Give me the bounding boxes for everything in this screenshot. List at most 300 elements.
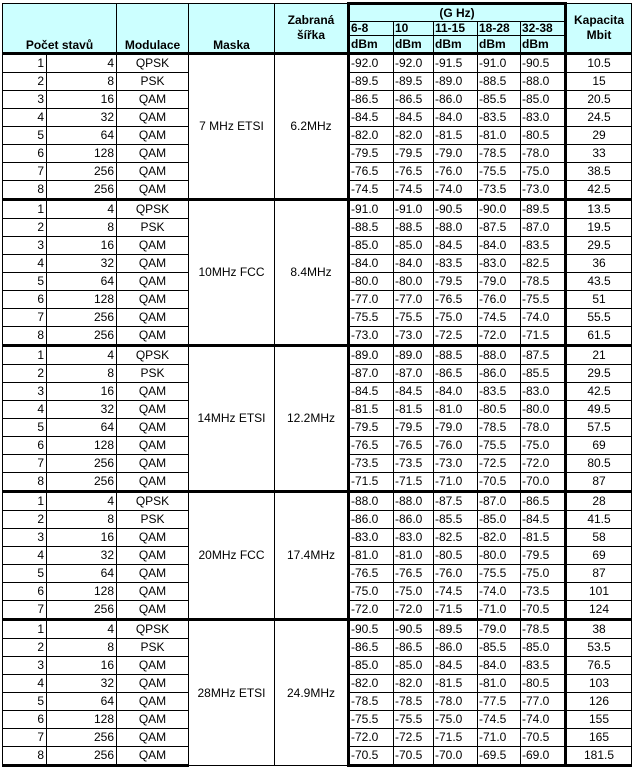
row-index-cell: 2: [3, 639, 47, 657]
sensitivity-cell: -79.5: [394, 419, 434, 437]
unit-header: dBm: [394, 36, 434, 54]
sensitivity-cell: -83.5: [521, 657, 566, 675]
sensitivity-cell: -72.0: [521, 455, 566, 473]
modulation-cell: PSK: [117, 511, 189, 529]
capacity-cell: 10.5: [566, 54, 632, 73]
states-cell: 128: [47, 291, 117, 309]
mask-cell: 7 MHz ETSI: [189, 54, 275, 200]
states-cell: 4: [47, 620, 117, 639]
sensitivity-cell: -87.5: [478, 219, 521, 237]
sensitivity-cell: -89.5: [434, 620, 478, 639]
sensitivity-cell: -83.5: [434, 255, 478, 273]
unit-header: dBm: [434, 36, 478, 54]
modulation-cell: QAM: [117, 437, 189, 455]
row-index-cell: 7: [3, 163, 47, 181]
sensitivity-cell: -89.0: [394, 346, 434, 365]
sensitivity-cell: -85.5: [521, 365, 566, 383]
row-index-cell: 4: [3, 675, 47, 693]
row-index-cell: 1: [3, 54, 47, 73]
modulation-cell: QAM: [117, 601, 189, 620]
sensitivity-cell: -75.0: [349, 583, 394, 601]
modulation-cell: QAM: [117, 145, 189, 163]
col-header-kapacita-line2: Mbit: [586, 28, 612, 42]
capacity-cell: 61.5: [566, 327, 632, 346]
modulation-cell: QAM: [117, 383, 189, 401]
sensitivity-cell: -89.5: [349, 73, 394, 91]
sensitivity-cell: -80.0: [521, 401, 566, 419]
sensitivity-cell: -76.5: [349, 437, 394, 455]
sensitivity-cell: -75.0: [521, 163, 566, 181]
sensitivity-cell: -87.0: [349, 365, 394, 383]
modulation-cell: QPSK: [117, 620, 189, 639]
sensitivity-cell: -84.0: [349, 255, 394, 273]
table-row: [3, 200, 632, 219]
sensitivity-cell: -74.0: [521, 711, 566, 729]
states-cell: 256: [47, 601, 117, 620]
sensitivity-cell: -74.5: [478, 711, 521, 729]
modulation-cell: QAM: [117, 711, 189, 729]
sensitivity-cell: -73.0: [434, 455, 478, 473]
sensitivity-cell: -74.5: [478, 309, 521, 327]
sensitivity-cell: -75.0: [521, 565, 566, 583]
col-header-modulace: Modulace: [117, 4, 189, 54]
capacity-cell: 49.5: [566, 401, 632, 419]
states-cell: 256: [47, 747, 117, 766]
sensitivity-cell: -72.5: [394, 729, 434, 747]
col-header-pocet-stavu: Počet stavů: [3, 4, 117, 54]
modulation-cell: QAM: [117, 401, 189, 419]
unit-header: dBm: [521, 36, 566, 54]
col-header-kapacita: [566, 4, 632, 54]
states-cell: 256: [47, 327, 117, 346]
row-index-cell: 6: [3, 145, 47, 163]
row-index-cell: 1: [3, 200, 47, 219]
sensitivity-cell: -76.0: [478, 291, 521, 309]
sensitivity-cell: -70.5: [349, 747, 394, 766]
sensitivity-cell: -85.5: [434, 511, 478, 529]
modulation-cell: PSK: [117, 219, 189, 237]
sensitivity-cell: -84.0: [394, 255, 434, 273]
capacity-cell: 69: [566, 547, 632, 565]
row-index-cell: 3: [3, 237, 47, 255]
row-index-cell: 4: [3, 109, 47, 127]
sensitivity-cell: -72.5: [434, 327, 478, 346]
col-header-maska: Maska: [189, 4, 275, 54]
row-index-cell: 7: [3, 601, 47, 620]
capacity-cell: 126: [566, 693, 632, 711]
row-index-cell: 5: [3, 273, 47, 291]
states-cell: 8: [47, 219, 117, 237]
sensitivity-cell: -88.5: [434, 346, 478, 365]
row-index-cell: 7: [3, 729, 47, 747]
sensitivity-cell: -88.0: [434, 219, 478, 237]
modulation-cell: QAM: [117, 237, 189, 255]
sensitivity-cell: -77.0: [349, 291, 394, 309]
sensitivity-cell: -78.5: [394, 693, 434, 711]
modulation-cell: PSK: [117, 73, 189, 91]
sensitivity-cell: -90.5: [434, 200, 478, 219]
sensitivity-cell: -75.5: [349, 711, 394, 729]
states-cell: 32: [47, 401, 117, 419]
states-cell: 64: [47, 565, 117, 583]
capacity-cell: 29.5: [566, 365, 632, 383]
sensitivity-cell: -86.0: [434, 639, 478, 657]
sensitivity-cell: -79.5: [349, 145, 394, 163]
sensitivity-cell: -75.0: [434, 711, 478, 729]
row-index-cell: 1: [3, 620, 47, 639]
states-cell: 4: [47, 492, 117, 511]
row-index-cell: 7: [3, 309, 47, 327]
row-index-cell: 6: [3, 711, 47, 729]
sensitivity-cell: -76.0: [434, 437, 478, 455]
sensitivity-cell: -87.0: [521, 219, 566, 237]
sensitivity-cell: -86.0: [434, 91, 478, 109]
states-cell: 32: [47, 255, 117, 273]
sensitivity-cell: -85.0: [478, 511, 521, 529]
sensitivity-cell: -78.0: [521, 145, 566, 163]
row-index-cell: 8: [3, 747, 47, 766]
sensitivity-cell: -81.0: [478, 675, 521, 693]
sensitivity-cell: -84.0: [478, 657, 521, 675]
capacity-cell: 155: [566, 711, 632, 729]
sensitivity-cell: -84.5: [521, 511, 566, 529]
sensitivity-cell: -76.5: [434, 291, 478, 309]
sensitivity-cell: -77.5: [478, 693, 521, 711]
sensitivity-cell: -79.0: [434, 145, 478, 163]
sensitivity-cell: -82.0: [478, 529, 521, 547]
sensitivity-cell: -74.0: [478, 583, 521, 601]
sensitivity-cell: -73.5: [521, 583, 566, 601]
sensitivity-cell: -79.5: [349, 419, 394, 437]
sensitivity-cell: -78.5: [521, 620, 566, 639]
sensitivity-cell: -88.0: [478, 346, 521, 365]
states-cell: 128: [47, 437, 117, 455]
band-header-6-8: 6-8: [349, 22, 394, 36]
states-cell: 256: [47, 729, 117, 747]
row-index-cell: 3: [3, 91, 47, 109]
sensitivity-cell: -76.5: [394, 163, 434, 181]
sensitivity-cell: -85.0: [349, 237, 394, 255]
sensitivity-cell: -75.5: [394, 711, 434, 729]
capacity-cell: 28: [566, 492, 632, 511]
modulation-cell: PSK: [117, 639, 189, 657]
sensitivity-cell: -76.5: [349, 163, 394, 181]
sensitivity-cell: -80.0: [394, 273, 434, 291]
sensitivity-cell: -86.5: [434, 365, 478, 383]
sensitivity-cell: -88.5: [394, 219, 434, 237]
sensitivity-cell: -83.5: [478, 109, 521, 127]
sensitivity-cell: -92.0: [349, 54, 394, 73]
capacity-cell: 101: [566, 583, 632, 601]
sensitivity-cell: -80.0: [349, 273, 394, 291]
sensitivity-cell: -81.5: [394, 401, 434, 419]
sensitivity-cell: -71.5: [349, 473, 394, 492]
modulation-cell: QAM: [117, 675, 189, 693]
states-cell: 256: [47, 181, 117, 200]
modulation-cell: QAM: [117, 327, 189, 346]
modulation-cell: QAM: [117, 657, 189, 675]
sensitivity-cell: -77.0: [394, 291, 434, 309]
sensitivity-cell: -79.5: [394, 145, 434, 163]
capacity-cell: 165: [566, 729, 632, 747]
capacity-cell: 103: [566, 675, 632, 693]
sensitivity-cell: -74.5: [394, 181, 434, 200]
modulation-cell: QAM: [117, 163, 189, 181]
sensitivity-cell: -74.0: [521, 309, 566, 327]
sensitivity-cell: -79.0: [434, 419, 478, 437]
capacity-cell: 42.5: [566, 383, 632, 401]
sensitivity-cell: -86.5: [349, 639, 394, 657]
modulation-cell: QPSK: [117, 492, 189, 511]
states-cell: 64: [47, 693, 117, 711]
sensitivity-cell: -88.0: [394, 492, 434, 511]
states-cell: 64: [47, 273, 117, 291]
sensitivity-cell: -81.5: [434, 127, 478, 145]
capacity-cell: 20.5: [566, 91, 632, 109]
sensitivity-cell: -74.5: [349, 181, 394, 200]
sensitivity-cell: -82.0: [394, 127, 434, 145]
sensitivity-cell: -85.0: [521, 91, 566, 109]
capacity-cell: 38: [566, 620, 632, 639]
occupied-width-cell: 17.4MHz: [275, 492, 349, 620]
sensitivity-cell: -84.5: [349, 109, 394, 127]
sensitivity-cell: -73.5: [394, 455, 434, 473]
capacity-cell: 13.5: [566, 200, 632, 219]
sensitivity-cell: -78.5: [478, 145, 521, 163]
sensitivity-cell: -81.5: [521, 529, 566, 547]
row-index-cell: 8: [3, 181, 47, 200]
capacity-cell: 42.5: [566, 181, 632, 200]
sensitivity-cell: -80.5: [478, 401, 521, 419]
sensitivity-cell: -82.5: [521, 255, 566, 273]
sensitivity-cell: -82.0: [349, 127, 394, 145]
sensitivity-cell: -75.5: [521, 291, 566, 309]
sensitivity-cell: -71.5: [434, 601, 478, 620]
row-index-cell: 5: [3, 693, 47, 711]
sensitivity-cell: -78.0: [434, 693, 478, 711]
mask-cell: 20MHz FCC: [189, 492, 275, 620]
capacity-cell: 29.5: [566, 237, 632, 255]
sensitivity-cell: -78.5: [521, 273, 566, 291]
sensitivity-cell: -88.0: [521, 73, 566, 91]
sensitivity-cell: -92.0: [394, 54, 434, 73]
sensitivity-cell: -82.0: [394, 675, 434, 693]
sensitivity-cell: -79.5: [434, 273, 478, 291]
capacity-cell: 38.5: [566, 163, 632, 181]
sensitivity-cell: -85.0: [349, 657, 394, 675]
sensitivity-cell: -83.0: [521, 109, 566, 127]
states-cell: 16: [47, 529, 117, 547]
sensitivity-cell: -84.5: [394, 109, 434, 127]
sensitivity-cell: -80.5: [434, 547, 478, 565]
sensitivity-cell: -88.0: [349, 492, 394, 511]
col-header-kapacita-line1: Kapacita: [573, 13, 625, 27]
sensitivity-cell: -72.5: [478, 455, 521, 473]
modulation-cell: QAM: [117, 747, 189, 766]
states-cell: 64: [47, 419, 117, 437]
modulation-cell: QPSK: [117, 346, 189, 365]
states-cell: 32: [47, 547, 117, 565]
sensitivity-cell: -82.5: [434, 529, 478, 547]
sensitivity-cell: -69.0: [521, 747, 566, 766]
table-row: [3, 492, 632, 511]
sensitivity-cell: -89.0: [349, 346, 394, 365]
band-group-header: (G Hz): [349, 4, 566, 22]
modulation-cell: QAM: [117, 419, 189, 437]
sensitivity-cell: -79.5: [521, 547, 566, 565]
modulation-cell: QAM: [117, 255, 189, 273]
col-header-sirka-line2: šířka: [296, 28, 326, 42]
sensitivity-cell: -88.5: [478, 73, 521, 91]
sensitivity-cell: -71.0: [478, 729, 521, 747]
row-index-cell: 1: [3, 492, 47, 511]
sensitivity-cell: -82.0: [349, 675, 394, 693]
header-row-group: [3, 4, 632, 22]
spreadsheet-sheet: [2, 2, 632, 767]
modulation-cell: QAM: [117, 309, 189, 327]
capacity-cell: 41.5: [566, 511, 632, 529]
mask-cell: 28MHz ETSI: [189, 620, 275, 766]
sensitivity-cell: -75.5: [478, 565, 521, 583]
sensitivity-cell: -87.5: [521, 346, 566, 365]
sensitivity-cell: -75.0: [394, 583, 434, 601]
sensitivity-cell: -78.0: [521, 419, 566, 437]
sensitivity-cell: -86.5: [394, 639, 434, 657]
capacity-cell: 80.5: [566, 455, 632, 473]
row-index-cell: 3: [3, 657, 47, 675]
sensitivity-cell: -75.0: [521, 437, 566, 455]
capacity-cell: 21: [566, 346, 632, 365]
sensitivity-cell: -84.5: [349, 383, 394, 401]
sensitivity-cell: -85.0: [394, 237, 434, 255]
sensitivity-cell: -74.5: [434, 583, 478, 601]
modulation-cell: QAM: [117, 473, 189, 492]
row-index-cell: 2: [3, 73, 47, 91]
states-cell: 256: [47, 473, 117, 492]
states-cell: 8: [47, 73, 117, 91]
row-index-cell: 1: [3, 346, 47, 365]
sensitivity-cell: -71.0: [478, 601, 521, 620]
table-row: [3, 54, 632, 73]
row-index-cell: 2: [3, 219, 47, 237]
unit-header: dBm: [349, 36, 394, 54]
modulation-cell: QAM: [117, 693, 189, 711]
sensitivity-cell: -81.5: [434, 675, 478, 693]
states-cell: 256: [47, 455, 117, 473]
row-index-cell: 3: [3, 383, 47, 401]
sensitivity-cell: -90.5: [394, 620, 434, 639]
capacity-cell: 19.5: [566, 219, 632, 237]
band-header-18-28: 18-28: [478, 22, 521, 36]
states-cell: 16: [47, 383, 117, 401]
capacity-cell: 51: [566, 291, 632, 309]
modulation-cell: QAM: [117, 181, 189, 200]
sensitivity-cell: -73.5: [478, 181, 521, 200]
sensitivity-cell: -70.0: [434, 747, 478, 766]
sensitivity-cell: -85.5: [478, 639, 521, 657]
sensitivity-cell: -75.5: [349, 309, 394, 327]
sensitivity-cell: -84.0: [434, 383, 478, 401]
sensitivity-cell: -79.0: [478, 620, 521, 639]
table-body: [3, 54, 632, 766]
sensitivity-cell: -85.0: [394, 657, 434, 675]
sensitivity-cell: -80.5: [521, 127, 566, 145]
modulation-cell: QAM: [117, 91, 189, 109]
sensitivity-cell: -78.5: [478, 419, 521, 437]
states-cell: 32: [47, 109, 117, 127]
sensitivity-cell: -88.5: [349, 219, 394, 237]
sensitivity-cell: -73.0: [394, 327, 434, 346]
col-header-zabrana-sirka: [275, 4, 349, 54]
row-index-cell: 3: [3, 529, 47, 547]
sensitivity-cell: -70.5: [521, 729, 566, 747]
sensitivity-cell: -81.0: [349, 547, 394, 565]
row-index-cell: 5: [3, 419, 47, 437]
sensitivity-cell: -76.5: [394, 565, 434, 583]
sensitivity-cell: -86.5: [521, 492, 566, 511]
sensitivity-cell: -70.5: [521, 601, 566, 620]
sensitivity-cell: -81.5: [349, 401, 394, 419]
sensitivity-cell: -71.0: [434, 473, 478, 492]
states-cell: 4: [47, 54, 117, 73]
sensitivity-cell: -84.0: [478, 237, 521, 255]
sensitivity-cell: -84.5: [394, 383, 434, 401]
capacity-cell: 36: [566, 255, 632, 273]
modulation-cell: QAM: [117, 127, 189, 145]
modulation-cell: QAM: [117, 273, 189, 291]
mask-cell: 14MHz ETSI: [189, 346, 275, 492]
sensitivity-cell: -75.5: [478, 163, 521, 181]
occupied-width-cell: 6.2MHz: [275, 54, 349, 200]
sensitivity-cell: -76.0: [434, 565, 478, 583]
sensitivity-cell: -72.0: [394, 601, 434, 620]
sensitivity-cell: -75.5: [394, 309, 434, 327]
row-index-cell: 4: [3, 547, 47, 565]
capacity-cell: 87: [566, 565, 632, 583]
sensitivity-cell: -71.5: [394, 473, 434, 492]
occupied-width-cell: 24.9MHz: [275, 620, 349, 766]
modulation-cell: QAM: [117, 565, 189, 583]
occupied-width-cell: 12.2MHz: [275, 346, 349, 492]
sensitivity-cell: -76.5: [349, 565, 394, 583]
table-row: [3, 346, 632, 365]
sensitivity-cell: -83.0: [521, 383, 566, 401]
sensitivity-cell: -73.0: [521, 181, 566, 200]
modulation-cell: QPSK: [117, 200, 189, 219]
sensitivity-cell: -90.5: [521, 54, 566, 73]
modulation-cell: QAM: [117, 583, 189, 601]
sensitivity-cell: -86.0: [478, 365, 521, 383]
capacity-cell: 55.5: [566, 309, 632, 327]
sensitivity-cell: -81.0: [434, 401, 478, 419]
modulation-cell: QPSK: [117, 54, 189, 73]
capacity-cell: 181.5: [566, 747, 632, 766]
states-cell: 64: [47, 127, 117, 145]
modulation-cell: QAM: [117, 529, 189, 547]
sensitivity-cell: -79.0: [478, 273, 521, 291]
modulation-cell: PSK: [117, 365, 189, 383]
sensitivity-cell: -73.0: [349, 327, 394, 346]
sensitivity-cell: -86.0: [394, 511, 434, 529]
capacity-cell: 33: [566, 145, 632, 163]
sensitivity-cell: -75.0: [434, 309, 478, 327]
states-cell: 256: [47, 163, 117, 181]
states-cell: 8: [47, 639, 117, 657]
capacity-cell: 43.5: [566, 273, 632, 291]
modulation-cell: QAM: [117, 109, 189, 127]
states-cell: 8: [47, 511, 117, 529]
states-cell: 4: [47, 200, 117, 219]
